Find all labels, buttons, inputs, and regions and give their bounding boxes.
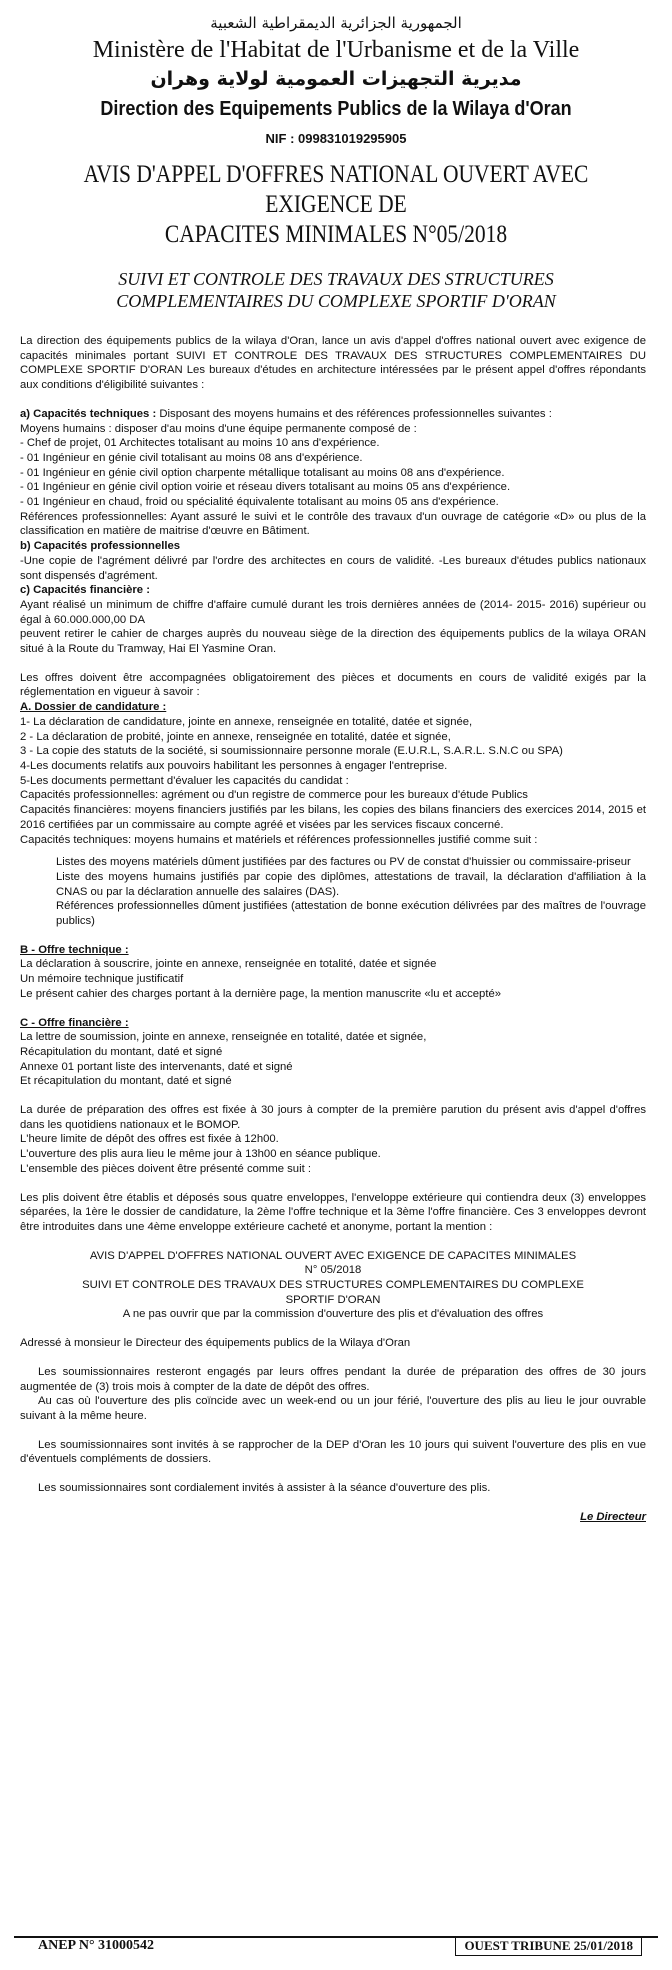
dep-contact-paragraph: Les soumissionnaires sont invités à se rapprocher de la DEP d'Oran les 10 jours qui suivent l'ouverture des plis en vue d'éventuels compléments de dossiers. [20, 1438, 646, 1466]
professional-capacities-heading: b) Capacités professionnelles [20, 540, 181, 553]
anep-reference: ANEP N° 31000542 [38, 1938, 155, 1953]
financial-offer-item: Annexe 01 portant liste des intervenants, daté et signé [20, 1060, 293, 1073]
tender-notice [14, 10, 658, 1960]
retrait-paragraph: peuvent retirer le cahier de charges auprès du nouveau siège de la direction des équipements publics de la wilaya ORAN situé à la Route du Tramway, Hai El Yasmine Oran. [20, 628, 646, 656]
mention-line: AVIS D'APPEL D'OFFRES NATIONAL OUVERT AVEC EXIGENCE DE CAPACITES MINIMALES [89, 1249, 577, 1262]
newspaper-reference: OUEST TRIBUNE 25/01/2018 [455, 1936, 642, 1956]
financial-capacities-heading: c) Capacités financière : [20, 584, 150, 597]
dossier-item: 5-Les documents permettant d'évaluer les capacités du candidat : [20, 774, 349, 787]
letterhead [14, 14, 658, 312]
subject-line1: SUIVI ET CONTROLE DES TRAVAUX DES STRUCTURES [118, 269, 554, 289]
deadline-line: L'heure limite de dépôt des offres est fixée à 12h00. [20, 1133, 279, 1146]
nif-number: NIF : 099831019295905 [265, 131, 407, 146]
footer [14, 1936, 658, 1956]
holiday-paragraph: Au cas où l'ouverture des plis coïncide avec un week-end ou un jour férié, l'ouverture des plis au lieu le jour ouvrable suivant à la même heure. [20, 1395, 646, 1422]
financial-offer-item: La lettre de soumission, jointe en annexe, renseignée en totalité, datée et signée, [20, 1031, 427, 1044]
deadline-line: L'ouverture des plis aura lieu le même jour à 13h00 en séance publique. [20, 1148, 381, 1161]
dossier-item: Capacités professionnelles: agrément ou d'un registre de commerce pour les bureaux d'étude Publics [20, 789, 528, 802]
dossier-item: 2 - La déclaration de probité, jointe en annexe, renseignée en totalité, datée et signée, [20, 730, 451, 743]
direction-arabic: مديرية التجهيزات العمومية لولاية وهران [150, 68, 522, 90]
mention-line: A ne pas ouvrir que par la commission d'ouverture des plis et d'évaluation des offres [122, 1308, 544, 1321]
deadline-line: L'ensemble des pièces doivent être présenté comme suit : [20, 1162, 312, 1175]
direction-name: Direction des Equipements Publics de la Wilaya d'Oran [100, 98, 572, 120]
dossier-item: 3 - La copie des statuts de la société, si soumissionnaire personne morale (E.U.R.L, S.A.R.L. S.N.C ou SPA) [20, 745, 563, 758]
financial-offer-item: Et récapitulation du montant, daté et signé [20, 1075, 232, 1088]
tech-line: - 01 Ingénieur en génie civil option voirie et réseau divers totalisant au moins 05 ans d'expérience. [20, 481, 511, 494]
mention-line: SUIVI ET CONTROLE DES TRAVAUX DES STRUCTURES COMPLEMENTAIRES DU COMPLEXE [82, 1279, 584, 1292]
notice-subject [14, 268, 658, 312]
dossier-item: Capacités financières: moyens financiers justifiés par les bilans, les copies des bilans financiers des exercices 2014, 2015 et 2016 certifiées par un commissaire au compte agréé et visées par les services fiscaux concerné. [20, 804, 646, 831]
dossier-item: Capacités techniques: moyens humains et matériels et références professionnelles justifié comme suit : [20, 833, 538, 846]
invitation-paragraph: Les soumissionnaires sont cordialement invités à assister à la séance d'ouverture des plis. [38, 1482, 491, 1495]
technical-offer-item: La déclaration à souscrire, jointe en annexe, renseignée en totalité, datée et signée [20, 958, 437, 971]
technical-capacities-text: Disposant des moyens humains et des références professionnelles suivantes : [156, 407, 552, 420]
tech-line: - 01 Ingénieur en génie civil option charpente métallique totalisant au moins 08 ans d'expérience. [20, 466, 505, 479]
subject-line2: COMPLEMENTAIRES DU COMPLEXE SPORTIF D'ORAN [116, 291, 556, 311]
intro-paragraph: La direction des équipements publics de la wilaya d'Oran, lance un avis d'appel d'offres national ouvert avec exigence de capacités minimales portant SUIVI ET CONTROLE DES TRAVAUX DES STRUCTURES COMPLEMENTAIRES DU COMPLEXE SPORTIF D'ORAN Les bureaux d'études en architecture intéressées par le présent appel d'offres répondants aux conditions d'éligibilité suivantes : [20, 335, 646, 392]
tech-line: - Chef de projet, 01 Architectes totalisant au moins 10 ans d'expérience. [20, 437, 380, 450]
ministry-name: Ministère de l'Habitat de l'Urbanisme et de la Ville [92, 37, 580, 63]
dossier-item: 1- La déclaration de candidature, jointe en annexe, renseignée en totalité, datée et signée, [20, 715, 473, 728]
technical-offer-heading: B - Offre technique : [20, 943, 129, 956]
financial-offer-heading: C - Offre financière : [20, 1016, 129, 1029]
envelopes-paragraph: Les plis doivent être établis et déposés sous quatre enveloppes, l'enveloppe extérieure qui contiendra deux (3) enveloppes séparées, la 1ère le dossier de candidature, la 2ème l'offre technique et la 3ème l'offre financière. Ces 3 enveloppes devront être introduites dans une 4ème enveloppe extérieure cacheté et anonyme, portant la mention : [20, 1191, 646, 1233]
tech-line: Moyens humains : disposer d'au moins d'une équipe permanente composé de : [20, 422, 417, 435]
dossier-sub-item: Listes des moyens matériels dûment justifiées par des factures ou PV de constat d'huissier ou commissaire-priseur [56, 856, 631, 869]
tech-line: Références professionnelles: Ayant assuré le suivi et le contrôle des travaux d'un ouvrage de catégorie «D» ou plus de la classification en matière de maitrise d'œuvre en Bâtiment. [20, 510, 646, 538]
technical-capacities-heading: a) Capacités techniques : [20, 407, 157, 420]
dossier-item: 4-Les documents relatifs aux pouvoirs habilitant les personnes à engager l'entreprise. [20, 759, 448, 772]
technical-capacities [20, 407, 646, 422]
mention-line: SPORTIF D'ORAN [285, 1293, 381, 1306]
offers-intro: Les offres doivent être accompagnées obligatoirement des pièces et documents en cours de validité exigés par la réglementation en vigueur à savoir : [20, 671, 646, 699]
dossier-heading: A. Dossier de candidature : [20, 701, 167, 714]
commitment-paragraph: Les soumissionnaires resteront engagés par leurs offres pendant la durée de préparation des offres de 30 jours augmentée de (3) trois mois à compter de la date de dépôt des offres. [20, 1365, 646, 1393]
signature: Le Directeur [580, 1510, 646, 1523]
technical-offer-item: Un mémoire technique justificatif [20, 973, 184, 986]
republic-arabic: الجمهورية الجزائرية الديمقراطية الشعبية [210, 14, 462, 32]
technical-offer-item: Le présent cahier des charges portant à la dernière page, la mention manuscrite «lu et accepté» [20, 987, 502, 1000]
deadline-line: La durée de préparation des offres est fixée à 30 jours à compter de la première parution du présent avis d'appel d'offres dans les quotidiens nationaux et le BOMOP. [20, 1104, 646, 1131]
mention-line: N° 05/2018 [304, 1264, 362, 1277]
envelope-mention [20, 1249, 646, 1323]
tech-line: - 01 Ingénieur en chaud, froid ou spécialité équivalente totalisant au moins 05 ans d'expérience. [20, 496, 499, 509]
address-line: Adressé à monsieur le Directeur des équipements publics de la Wilaya d'Oran [20, 1337, 411, 1350]
notice-body [14, 334, 658, 1525]
professional-capacities-text: -Une copie de l'agrément délivré par l'ordre des architectes en cours de validité. -Les bureaux d'études publics nationaux sont dispensés d'agrément. [20, 554, 646, 582]
financial-offer-item: Récapitulation du montant, daté et signé [20, 1045, 223, 1058]
dossier-sub-item: Références professionnelles dûment justifiées (attestation de bonne exécution délivrées par des maîtres de l'ouvrage publics) [56, 900, 646, 928]
dossier-sub-item: Liste des moyens humains justifiés par copie des diplômes, attestations de travail, la déclaration d'affiliation à la CNAS ou par la déclaration annuelle des salaires (DAS). [56, 870, 646, 898]
financial-capacities-text: Ayant réalisé un minimum de chiffre d'affaire cumulé durant les trois dernières années de (2014- 2015- 2016) supérieur ou égal à 60.000.000,00 DA [20, 598, 646, 626]
notice-title-line1: AVIS D'APPEL D'OFFRES NATIONAL OUVERT AVEC EXIGENCE DE [83, 161, 589, 218]
notice-title [59, 160, 613, 250]
notice-title-line2: CAPACITES MINIMALES N°05/2018 [164, 221, 508, 248]
tech-line: - 01 Ingénieur en génie civil totalisant au moins 08 ans d'expérience. [20, 451, 363, 464]
